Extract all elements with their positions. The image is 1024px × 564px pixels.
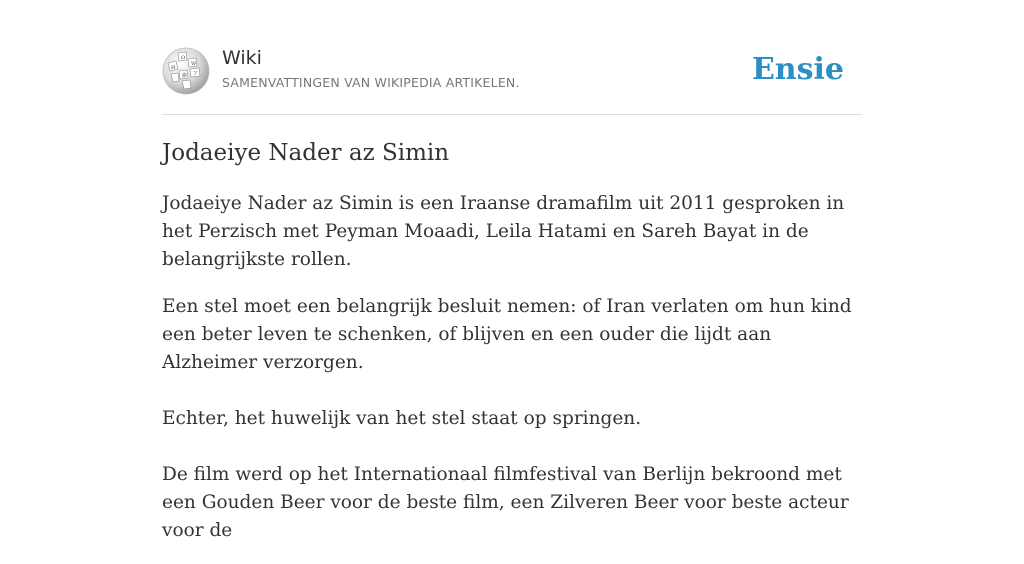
svg-text:W: W [191,61,197,67]
svg-text:И: И [171,65,176,71]
svg-text:ア: ア [193,71,199,77]
article [162,136,862,564]
brand-logo[interactable]: Ensie [751,52,844,87]
site-tagline: SAMENVATTINGEN VAN WIKIPEDIA ARTIKELEN. [222,75,520,90]
site-name[interactable]: Wiki [222,47,262,69]
svg-text:Ω: Ω [181,55,186,61]
article-paragraph: Een stel moet een belangrijk besluit nemen: of Iran verlaten om hun kind een beter leven te schenken, of blijven en een ouder die lijdt aan Alzheimer verzorgen. Echter, het huwelijk van het stel staat op springen. De film werd op het Internationaal filmfestival van Berlijn bekroond met een Gouden Beer voor de beste film, een Zilveren Beer voor beste acteur voor de [162,296,852,541]
article-title: Jodaeiye Nader az Simin [162,140,450,166]
site-header [162,44,862,115]
svg-text:維: 維 [182,73,188,79]
wikipedia-globe-icon[interactable] [162,47,210,95]
article-paragraph: Jodaeiye Nader az Simin is een Iraanse dramafilm uit 2011 gesproken in het Perzisch met Peyman Moaadi, Leila Hatami en Sareh Bayat in de belangrijkste rollen. [162,193,845,270]
